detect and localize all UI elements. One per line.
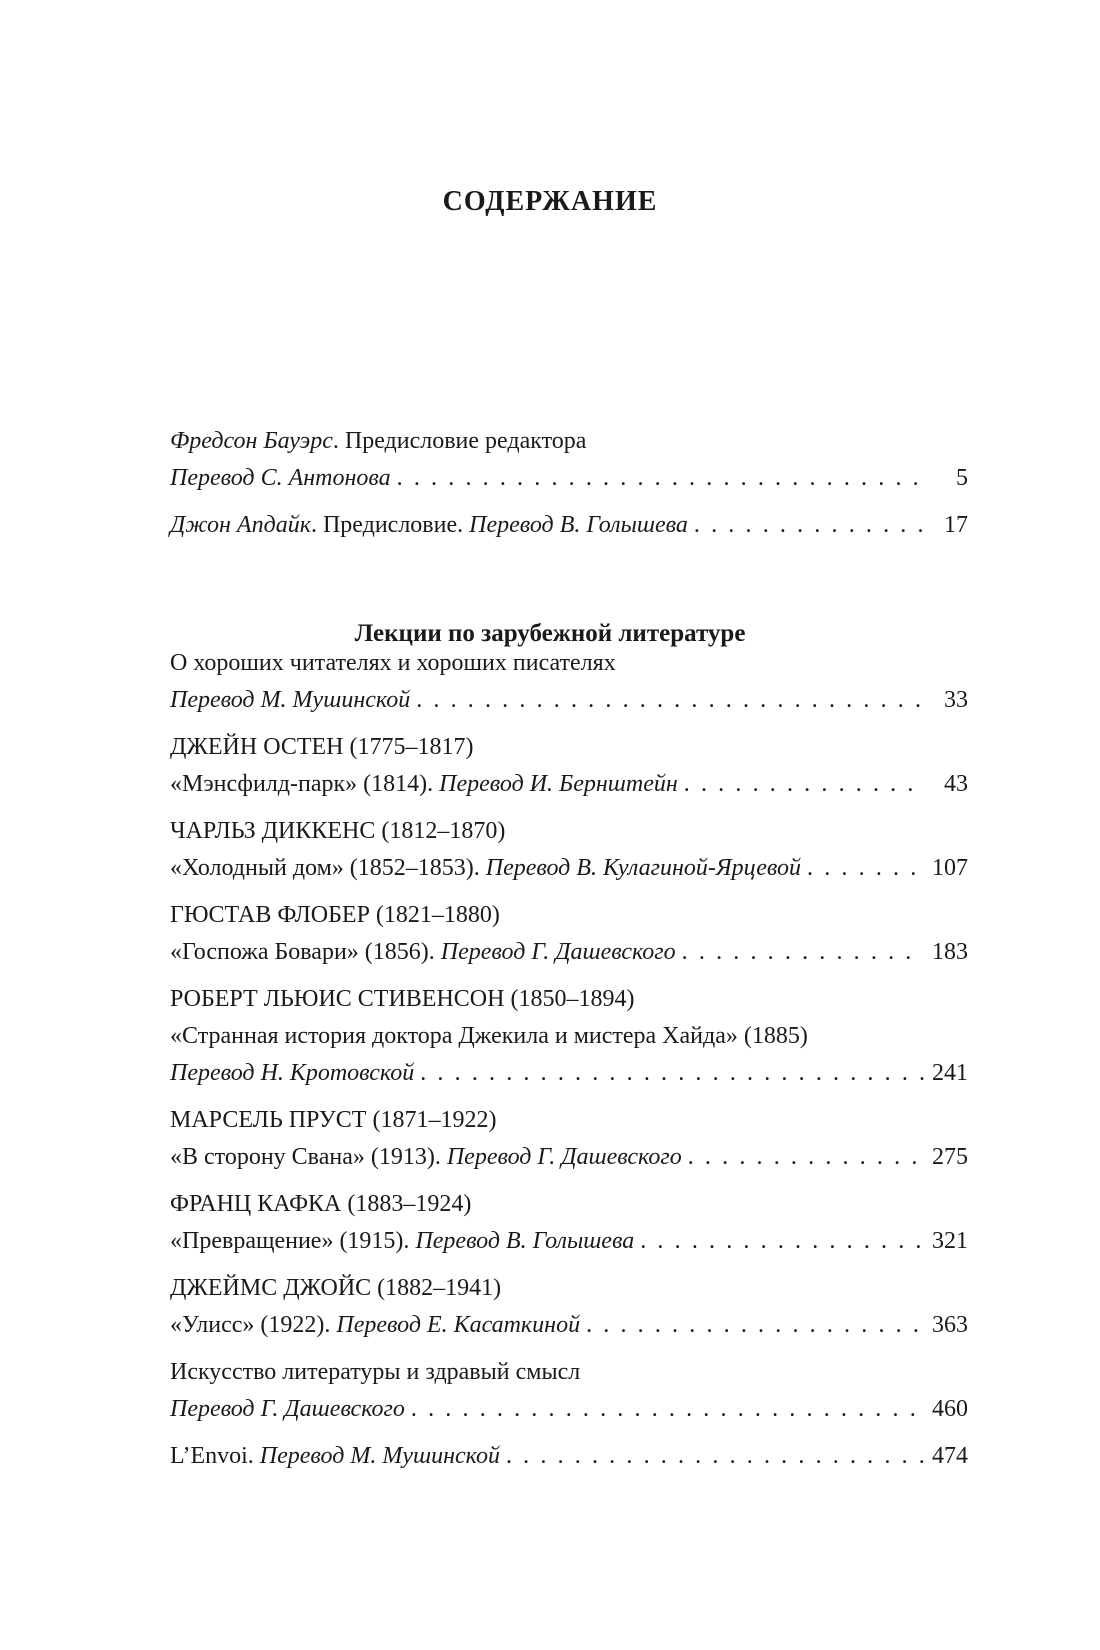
leader-dots [807,850,924,887]
entry-heading: РОБЕРТ ЛЬЮИС СТИВЕНСОН (1850–1894) [170,986,635,1012]
entry-page-number: 363 [932,1312,968,1338]
toc-entry-joyce[interactable] [170,1270,968,1344]
entry-work: «Мэнсфилд-парк» (1814). [170,771,440,797]
entry-page-number: 33 [944,687,968,713]
leader-dots [420,1055,924,1092]
entry-translation-line [170,682,968,719]
toc-entry-envoi[interactable] [170,1438,968,1475]
leader-dots [411,1391,924,1428]
entry-work-line [170,766,968,803]
entry-heading: ДЖЕЙМС ДЖОЙС (1882–1941) [170,1275,502,1301]
entry-heading: ДЖЕЙН ОСТЕН (1775–1817) [170,734,474,760]
entry-translation: Перевод С. Антонова [170,465,391,491]
entry-heading-line [170,897,968,934]
entry-heading-line [170,1102,968,1139]
entry-page-number: 241 [932,1060,968,1086]
toc-entry-austen[interactable] [170,729,968,803]
entry-work-line [170,934,968,971]
entry-heading-line [170,1186,968,1223]
entry-translation-line [170,1055,968,1092]
leader-dots [397,460,924,497]
entry-work-line [170,1438,968,1475]
entry-translation-line [170,460,968,497]
toc-entry-art-of-literature[interactable] [170,1354,968,1428]
entry-heading-line [170,1354,968,1391]
entry-translation: Перевод М. Мушинской [259,1443,500,1469]
entry-author: Фредсон Бауэрс [170,428,333,454]
leader-dots [682,934,924,971]
entry-heading: О хороших читателях и хороших писателях [170,650,616,676]
entry-heading-line [170,645,968,682]
entry-author: Джон Апдайк [170,512,311,538]
entry-translation: Перевод Г. Дашевского [440,939,676,965]
entry-heading: Искусство литературы и здравый смысл [170,1359,581,1385]
entry-page-number: 474 [932,1443,968,1469]
entry-translation: Перевод И. Бернштейн [439,771,678,797]
toc-entry-bowers[interactable] [170,423,968,497]
entry-translation: Перевод В. Кулагиной-Ярцевой [485,855,802,881]
entry-work-line [170,1307,968,1344]
leader-dots [640,1223,924,1260]
entry-page-number: 43 [944,771,968,797]
entry-heading-line [170,1270,968,1307]
entry-subheading: «Странная история доктора Джекила и мистера Хайда» (1885) [170,1023,808,1049]
toc-entry-dickens[interactable] [170,813,968,887]
entry-work: «Улисс» (1922). [170,1312,337,1338]
entry-page-number: 275 [932,1144,968,1170]
entry-page-number: 107 [932,855,968,881]
entry-translation: Перевод Е. Касаткиной [336,1312,581,1338]
entry-work-line [170,1139,968,1176]
toc-entry-good-readers[interactable] [170,645,968,719]
page-title: СОДЕРЖАНИЕ [442,186,658,217]
leader-dots [416,682,924,719]
front-matter [170,423,968,554]
toc-entry-stevenson[interactable] [170,981,968,1092]
leader-dots [586,1307,924,1344]
toc-entry-updike[interactable] [170,507,968,544]
entry-heading-line [170,729,968,766]
leader-dots [694,507,924,544]
entry-translation: Перевод М. Мушинской [170,687,411,713]
entry-page-number: 183 [932,939,968,965]
entry-translation-line [170,1391,968,1428]
entry-work: «Холодный дом» (1852–1853). [170,855,486,881]
entry-heading: ФРАНЦ КАФКА (1883–1924) [170,1191,472,1217]
entry-heading-line [170,813,968,850]
toc-entry-proust[interactable] [170,1102,968,1176]
entry-subheading-line [170,1018,968,1055]
entry-translation: Перевод В. Голышева [469,512,688,538]
entry-page-number: 5 [956,465,968,491]
entry-work: L’Envoi. [170,1443,260,1469]
entry-work: «Превращение» (1915). [170,1228,416,1254]
lectures-list [170,645,968,1485]
toc-entry-flaubert[interactable] [170,897,968,971]
entry-work-line [170,1223,968,1260]
entry-heading-line: Фредсон Бауэрс. Предисловие редактора [170,428,587,454]
entry-heading: ЧАРЛЬЗ ДИККЕНС (1812–1870) [170,818,506,844]
toc-entry-kafka[interactable] [170,1186,968,1260]
entry-translation: Перевод Г. Дашевского [170,1396,405,1422]
entry-work: «Госпожа Бовари» (1856). [170,939,441,965]
entry-page-number: 321 [932,1228,968,1254]
entry-translation: Перевод Г. Дашевского [446,1144,682,1170]
leader-dots [684,766,924,803]
entry-page-number: 460 [932,1396,968,1422]
entry-translation: Перевод В. Голышева [415,1228,635,1254]
entry-page-number: 17 [944,512,968,538]
entry-title: Предисловие редактора [344,428,587,454]
entry-work: «В сторону Свана» (1913). [170,1144,447,1170]
entry-heading: МАРСЕЛЬ ПРУСТ (1871–1922) [170,1107,497,1133]
leader-dots [506,1438,924,1475]
entry-work-line [170,850,968,887]
leader-dots [688,1139,924,1176]
section-heading: Лекции по зарубежной литературе [354,620,746,647]
entry-heading-line [170,981,968,1018]
entry-translation: Перевод Н. Кротовской [170,1060,415,1086]
entry-title: Предисловие. [322,512,470,538]
entry-heading: ГЮСТАВ ФЛОБЕР (1821–1880) [170,902,500,928]
entry-translation-line: Джон Апдайк. Предисловие. Перевод В. Голышева . . . 17 [170,507,968,544]
